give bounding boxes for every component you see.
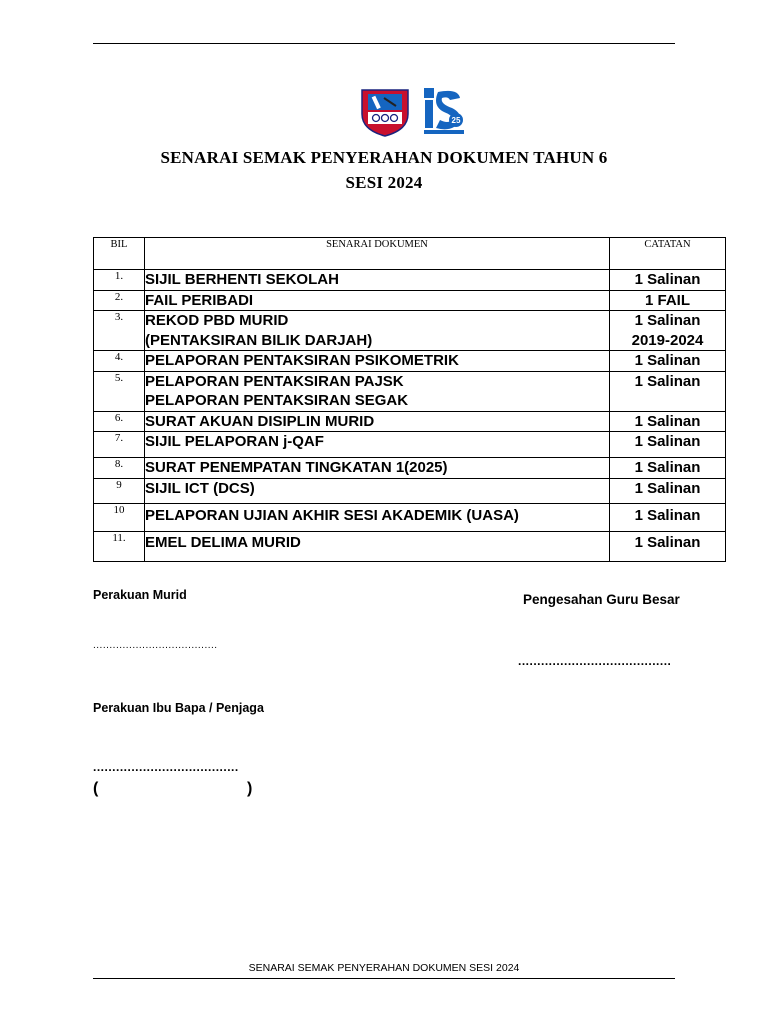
row-doc bbox=[145, 371, 610, 411]
row-doc: PELAPORAN PENTAKSIRAN PSIKOMETRIK bbox=[145, 351, 610, 372]
page-footer: SENARAI SEMAK PENYERAHAN DOKUMEN SESI 2024 bbox=[248, 962, 520, 974]
row-bil: 4. bbox=[94, 351, 145, 372]
row-bil: 6. bbox=[94, 411, 145, 432]
row-note bbox=[610, 311, 726, 351]
table-row bbox=[94, 411, 726, 432]
row-bil: 1. bbox=[94, 270, 145, 291]
row-doc bbox=[145, 311, 610, 351]
table-row bbox=[94, 432, 726, 458]
table-row bbox=[94, 458, 726, 479]
row-note: 1 Salinan bbox=[610, 503, 726, 531]
row-doc: SURAT AKUAN DISIPLIN MURID bbox=[145, 411, 610, 432]
row-bil: 9 bbox=[94, 478, 145, 503]
header-doc: SENARAI DOKUMEN bbox=[145, 238, 610, 270]
parent-signature-line: ...................................... bbox=[93, 760, 239, 774]
row-doc: EMEL DELIMA MURID bbox=[145, 531, 610, 561]
table-row bbox=[94, 311, 726, 351]
row-bil: 7. bbox=[94, 432, 145, 458]
row-note: 1 Salinan bbox=[610, 270, 726, 291]
table-header-row bbox=[94, 238, 726, 270]
row-note: 1 Salinan bbox=[610, 371, 726, 411]
row-note: 1 FAIL bbox=[610, 290, 726, 311]
row-doc-line2: (PENTAKSIRAN BILIK DARJAH) bbox=[145, 331, 373, 349]
bottom-rule bbox=[93, 978, 675, 979]
table-row bbox=[94, 270, 726, 291]
row-doc-line1: PELAPORAN PENTAKSIRAN PAJSK bbox=[145, 372, 404, 390]
document-table bbox=[93, 237, 726, 562]
row-note-line1: 1 Salinan bbox=[634, 312, 701, 329]
parent-declaration-label: Perakuan Ibu Bapa / Penjaga bbox=[93, 701, 264, 715]
parent-name-close-bracket: ) bbox=[247, 780, 253, 797]
parent-name-open-bracket: ( bbox=[93, 780, 99, 797]
row-note: 1 Salinan bbox=[610, 478, 726, 503]
page-title-line2: SESI 2024 bbox=[345, 173, 423, 192]
row-doc: SURAT PENEMPATAN TINGKATAN 1(2025) bbox=[145, 458, 610, 479]
table-row bbox=[94, 371, 726, 411]
table-row bbox=[94, 531, 726, 561]
row-bil: 10 bbox=[94, 503, 145, 531]
table-row bbox=[94, 478, 726, 503]
student-declaration-label: Perakuan Murid bbox=[93, 588, 187, 602]
row-bil: 11. bbox=[94, 531, 145, 561]
row-note: 1 Salinan bbox=[610, 531, 726, 561]
row-doc: PELAPORAN UJIAN AKHIR SESI AKADEMIK (UASA) bbox=[145, 503, 610, 531]
top-rule bbox=[93, 43, 675, 44]
row-bil: 5. bbox=[94, 371, 145, 411]
header-bil: BIL bbox=[94, 238, 145, 270]
row-doc-line1: REKOD PBD MURID bbox=[145, 312, 289, 329]
row-note: 1 Salinan bbox=[610, 458, 726, 479]
row-doc: SIJIL PELAPORAN j-QAF bbox=[145, 432, 610, 458]
row-bil: 8. bbox=[94, 458, 145, 479]
table-row bbox=[94, 290, 726, 311]
table-row bbox=[94, 351, 726, 372]
table-row bbox=[94, 503, 726, 531]
headmaster-signature-line: ........................................ bbox=[518, 654, 672, 668]
row-doc: SIJIL ICT (DCS) bbox=[145, 478, 610, 503]
page-title-line1: SENARAI SEMAK PENYERAHAN DOKUMEN TAHUN 6 bbox=[160, 148, 608, 167]
row-note: 1 Salinan bbox=[610, 351, 726, 372]
row-note: 1 Salinan bbox=[610, 411, 726, 432]
logo-number: 25 bbox=[451, 116, 461, 125]
header-note: CATATAN bbox=[610, 238, 726, 270]
headmaster-approval-label: Pengesahan Guru Besar bbox=[523, 592, 680, 607]
logos bbox=[360, 86, 470, 138]
row-doc: FAIL PERIBADI bbox=[145, 290, 610, 311]
row-doc-line2: PELAPORAN PENTAKSIRAN SEGAK bbox=[145, 392, 409, 409]
row-note: 1 Salinan bbox=[610, 432, 726, 458]
row-note-line2: 2019-2024 bbox=[631, 331, 704, 349]
student-signature-line: ...................................... bbox=[93, 640, 218, 651]
row-bil: 3. bbox=[94, 311, 145, 351]
school-crest-logo bbox=[360, 86, 470, 138]
row-doc: SIJIL BERHENTI SEKOLAH bbox=[145, 270, 610, 291]
row-bil: 2. bbox=[94, 290, 145, 311]
